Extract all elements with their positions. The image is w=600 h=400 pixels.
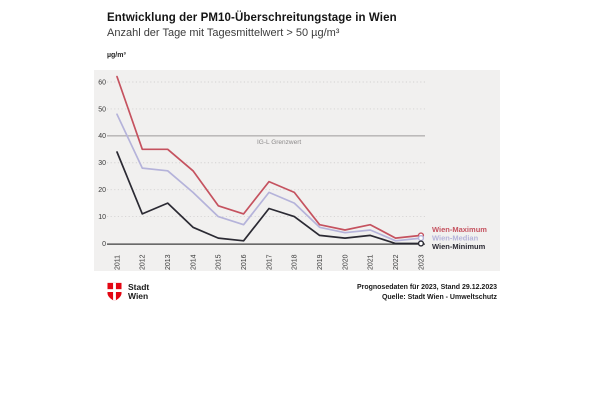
logo-text-line2: Wien — [128, 291, 149, 301]
y-tick-label-40: 40 — [98, 133, 106, 141]
series-line-wien-maximum — [117, 77, 421, 239]
logo-wordmark — [128, 283, 149, 302]
stadt-wien-logo — [106, 282, 149, 302]
forecast-marker-wien-median — [419, 236, 424, 241]
y-axis-unit-label: µg/m³ — [107, 52, 126, 59]
x-tick-label-2013: 2013 — [165, 254, 173, 270]
y-tick-label-0: 0 — [102, 240, 106, 248]
chart-title: Entwicklung der PM10-Überschreitungstage in Wien — [107, 12, 397, 24]
series-line-wien-minimum — [117, 152, 421, 244]
logo-text-line1: Stadt — [128, 281, 150, 292]
x-tick-label-2017: 2017 — [266, 254, 274, 270]
grenzwert-label: IG-L Grenzwert — [257, 138, 302, 146]
legend-label-wien-maximum: Wien-Maximum — [432, 225, 487, 234]
footnote-quelle: Quelle: Stadt Wien - Umweltschutz — [381, 293, 497, 301]
y-tick-label-60: 60 — [98, 79, 106, 87]
footnote-prognose: Prognosedaten für 2023, Stand 29.12.2023 — [356, 284, 497, 291]
series-line-wien-median — [117, 114, 421, 241]
x-tick-label-2012: 2012 — [139, 254, 147, 270]
y-tick-label-30: 30 — [98, 160, 106, 168]
pm10-line-chart — [94, 70, 500, 271]
x-tick-label-2023: 2023 — [418, 254, 426, 270]
y-tick-label-50: 50 — [98, 106, 106, 114]
legend-label-wien-minimum: Wien-Minimum — [432, 242, 486, 252]
x-tick-label-2022: 2022 — [393, 254, 401, 270]
y-tick-label-10: 10 — [98, 213, 106, 221]
forecast-marker-wien-minimum — [419, 241, 424, 246]
x-tick-label-2011: 2011 — [114, 254, 122, 270]
wien-shield-icon — [106, 282, 123, 302]
x-tick-label-2018: 2018 — [291, 254, 299, 270]
legend-label-wien-median: Wien-Median — [432, 233, 479, 243]
x-tick-label-2014: 2014 — [190, 254, 198, 270]
footer-notes — [357, 283, 497, 302]
x-tick-label-2019: 2019 — [317, 254, 325, 270]
x-tick-label-2016: 2016 — [241, 254, 249, 270]
y-tick-label-20: 20 — [98, 187, 106, 195]
plot-panel — [94, 70, 500, 271]
chart-subtitle: Anzahl der Tage mit Tagesmittelwert > 50 µg/m³ — [107, 27, 340, 39]
x-tick-label-2021: 2021 — [367, 254, 375, 270]
x-tick-label-2015: 2015 — [215, 254, 223, 270]
x-tick-label-2020: 2020 — [342, 254, 350, 270]
